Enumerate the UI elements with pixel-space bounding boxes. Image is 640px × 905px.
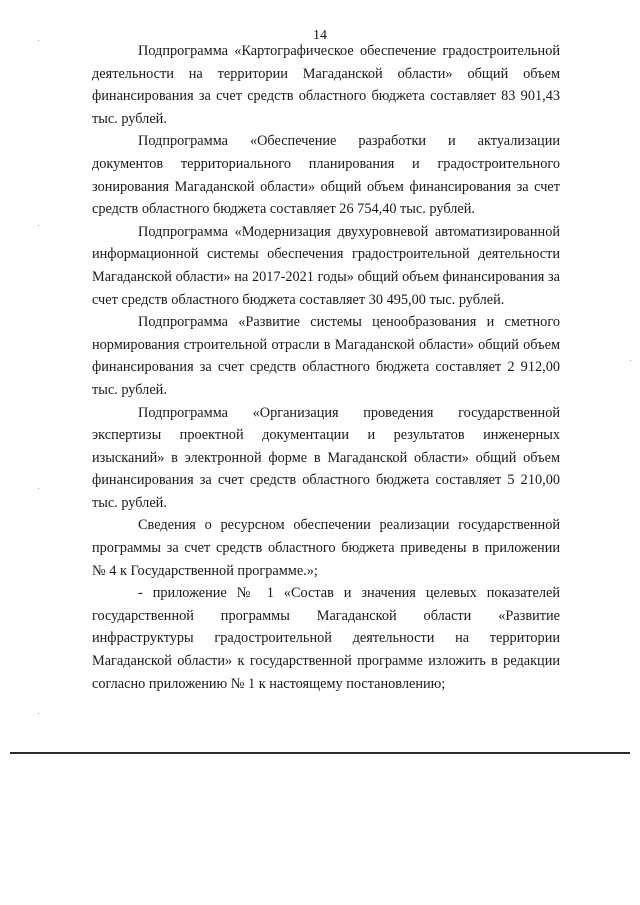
- scan-speck: [38, 713, 39, 714]
- scan-speck: [630, 360, 631, 361]
- scan-speck: [38, 225, 39, 226]
- scan-speck: [38, 40, 39, 41]
- page-number: 14: [313, 28, 327, 43]
- paragraph-pricing-system: Подпрограмма «Развитие системы ценообразования и сметного нормирования строительной отрасли в Магаданской области» общий объем финансирования за счет средств областного бюджета составляет 2 912,00 тыс. рублей.: [92, 314, 560, 398]
- paragraph-state-expertise: Подпрограмма «Организация проведения государственной экспертизы проектной документации и результатов инженерных изысканий» в электронной форме в Магаданской области» общий объем финансирования за счет средств областного бюджета составляет 5 210,00 тыс. рублей.: [92, 404, 560, 511]
- paragraph-appendix-1: - приложение № 1 «Состав и значения целевых показателей государственной программы Магаданской области «Развитие инфраструктуры градостроительной деятельности на территории Магаданской области» к государственной программе изложить в редакции согласно приложению № 1 к настоящему постановлению;: [92, 585, 560, 692]
- bottom-divider: [10, 752, 630, 754]
- paragraph-resource-support: Сведения о ресурсном обеспечении реализации государственной программы за счет средств областного бюджета приведены в приложении № 4 к Государственной программе.»;: [92, 517, 560, 579]
- document-body: [92, 40, 560, 695]
- paragraph-territorial-planning: Подпрограмма «Обеспечение разработки и актуализации документов территориального планирования и градостроительного зонирования Магаданской области» общий объем финансирования за счет средств областного бюджета составляет 26 754,40 тыс. рублей.: [92, 133, 560, 218]
- scan-speck: [38, 488, 39, 489]
- paragraph-cartographic: Подпрограмма «Картографическое обеспечение градостроительной деятельности на территории Магаданской области» общий объем финансирования за счет средств областного бюджета составляет 83 901,43 тыс. рублей.: [92, 43, 560, 127]
- paragraph-information-system: Подпрограмма «Модернизация двухуровневой автоматизированной информационной системы обеспечения градостроительной деятельности Магаданской области» на 2017-2021 годы» общий объем финансирования за счет средств областного бюджета составляет 30 495,00 тыс. рублей.: [92, 223, 560, 308]
